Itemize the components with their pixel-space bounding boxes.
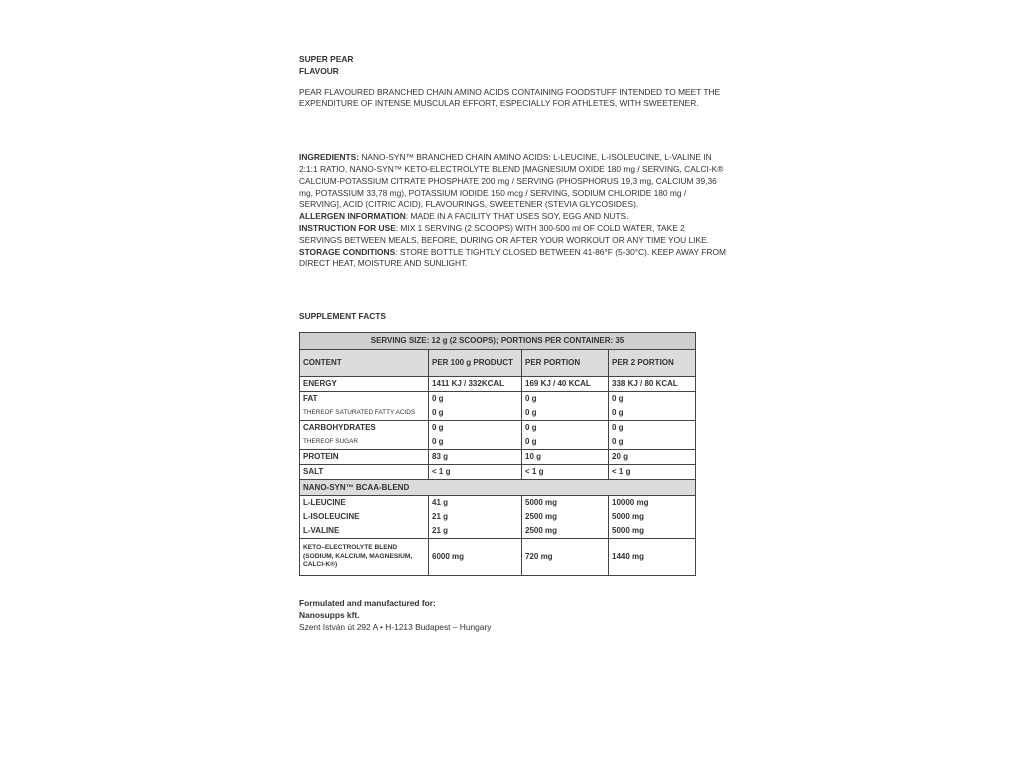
cell-value: 20 g xyxy=(609,449,696,464)
cell-value: 0 g xyxy=(429,420,522,435)
supplement-facts-title: SUPPLEMENT FACTS xyxy=(299,311,387,322)
cell-value: 5000 mg xyxy=(609,510,696,524)
table-row-saturated xyxy=(300,406,696,421)
product-label-document xyxy=(299,54,729,633)
footer-formulated: Formulated and manufactured for: xyxy=(299,597,436,608)
header-per-2-portion: PER 2 PORTION xyxy=(609,349,696,376)
cell-value: 0 g xyxy=(429,406,522,421)
row-label: L-LEUCINE xyxy=(300,495,429,510)
bcaa-blend-header: NANO-SYN™ BCAA-BLEND xyxy=(300,479,696,495)
storage-section xyxy=(299,247,729,271)
ingredients-label: INGREDIENTS: xyxy=(299,152,360,163)
cell-value: 0 g xyxy=(522,435,609,450)
cell-value: 21 g xyxy=(429,510,522,524)
cell-value: 0 g xyxy=(609,406,696,421)
cell-value: 5000 mg xyxy=(609,524,696,539)
product-description: PEAR FLAVOURED BRANCHED CHAIN AMINO ACIDS CONTAINING FOODSTUFF INTENDED TO MEET THE EXPENDITURE OF INTENSE MUSCULAR EFFORT, ESPECIALLY FOR ATHLETES, WITH SWEETENER. xyxy=(299,86,721,109)
cell-value: 0 g xyxy=(609,435,696,450)
product-title: SUPER PEAR xyxy=(299,54,354,64)
row-label: PROTEIN xyxy=(300,449,429,464)
table-row-energy xyxy=(300,376,696,391)
cell-value: 0 g xyxy=(609,420,696,435)
allergen-section xyxy=(299,211,729,223)
row-label: FAT xyxy=(300,391,429,406)
header-per-portion: PER PORTION xyxy=(522,349,609,376)
cell-value: 0 g xyxy=(429,391,522,406)
cell-value: 41 g xyxy=(429,495,522,510)
footer-company: Nanosupps kft. xyxy=(299,609,360,620)
table-row-carbohydrates xyxy=(300,420,696,435)
table-row-keto-blend xyxy=(300,538,696,575)
row-label: KETO–ELECTROLYTE BLEND (SODIUM, KALCIUM, MAGNESIUM, CALCI-K®) xyxy=(300,538,429,575)
table-row-isoleucine xyxy=(300,510,696,524)
cell-value: 169 KJ / 40 KCAL xyxy=(522,376,609,391)
row-label: L-VALINE xyxy=(300,524,429,539)
cell-value: 0 g xyxy=(522,391,609,406)
cell-value: 5000 mg xyxy=(522,495,609,510)
cell-value: < 1 g xyxy=(522,464,609,479)
cell-value: 10 g xyxy=(522,449,609,464)
ingredients-text: NANO-SYN™ BRANCHED CHAIN AMINO ACIDS: L-LEUCINE, L-ISOLEUCINE, L-VALINE IN 2:1:1 RATIO, NANO-SYN™ KETO-ELECTROLYTE BLEND [MAGNESIUM OXIDE 180 mg / SERVING, CALCI-K® CALCIUM-POTASSIUM CITRATE PHOSPHATE 200 mg / SERVING (PHOSPHORUS 19,3 mg, CALCIUM 39,36 mg, POTASSIUM 33,78 mg), POTASSIUM IODIDE 150 mcg / SERVING, SODIUM CHLORIDE 180 mg / SERVING], ACID (CITRIC ACID), FLAVOURINGS, SWEETENER (STEVIA GLYCOSIDES). xyxy=(299,152,724,210)
cell-value: < 1 g xyxy=(609,464,696,479)
cell-value: 1440 mg xyxy=(609,538,696,575)
header-content: CONTENT xyxy=(300,349,429,376)
instruction-label: INSTRUCTION FOR USE xyxy=(299,222,396,233)
row-label: THEREOF SATURATED FATTY ACIDS xyxy=(300,406,429,421)
cell-value: < 1 g xyxy=(429,464,522,479)
table-row-fat xyxy=(300,391,696,406)
table-row-valine xyxy=(300,524,696,539)
cell-value: 10000 mg xyxy=(609,495,696,510)
row-label: ENERGY xyxy=(300,376,429,391)
cell-value: 6000 mg xyxy=(429,538,522,575)
table-header-row xyxy=(300,349,696,376)
cell-value: 0 g xyxy=(429,435,522,450)
cell-value: 83 g xyxy=(429,449,522,464)
table-row-leucine xyxy=(300,495,696,510)
instruction-text: : MIX 1 SERVING (2 SCOOPS) WITH 300-500 ml OF COLD WATER, TAKE 2 SERVINGS BETWEEN MEALS, BEFORE, DURING OR AFTER YOUR WORKOUT OR ANY TIME YOU LIKE. xyxy=(299,222,709,245)
serving-size: SERVING SIZE: 12 g (2 SCOOPS); PORTIONS PER CONTAINER: 35 xyxy=(300,332,696,349)
footer-address: Szent István út 292 A • H-1213 Budapest – Hungary xyxy=(299,621,492,632)
instruction-section xyxy=(299,223,729,247)
ingredients-section xyxy=(299,152,729,211)
product-flavour: FLAVOUR xyxy=(299,65,339,76)
table-row-protein xyxy=(300,449,696,464)
supplement-facts-table xyxy=(299,332,696,576)
cell-value: 338 KJ / 80 KCAL xyxy=(609,376,696,391)
cell-value: 0 g xyxy=(522,406,609,421)
row-label: L-ISOLEUCINE xyxy=(300,510,429,524)
row-label: CARBOHYDRATES xyxy=(300,420,429,435)
allergen-text: : MADE IN A FACILITY THAT USES SOY, EGG AND NUTS. xyxy=(405,211,629,222)
cell-value: 1411 KJ / 332KCAL xyxy=(429,376,522,391)
table-row-salt xyxy=(300,464,696,479)
header-per-100g: PER 100 g PRODUCT xyxy=(429,349,522,376)
cell-value: 720 mg xyxy=(522,538,609,575)
cell-value: 0 g xyxy=(609,391,696,406)
table-row-sugar xyxy=(300,435,696,450)
row-label: THEREOF SUGAR xyxy=(300,435,429,450)
storage-text: : STORE BOTTLE TIGHTLY CLOSED BETWEEN 41-86°F (5-30°C). KEEP AWAY FROM DIRECT HEAT, MOISTURE AND SUNLIGHT. xyxy=(299,246,726,269)
row-label: SALT xyxy=(300,464,429,479)
cell-value: 21 g xyxy=(429,524,522,539)
storage-label: STORAGE CONDITIONS xyxy=(299,246,396,257)
cell-value: 2500 mg xyxy=(522,524,609,539)
cell-value: 0 g xyxy=(522,420,609,435)
allergen-label: ALLERGEN INFORMATION xyxy=(299,211,406,222)
cell-value: 2500 mg xyxy=(522,510,609,524)
